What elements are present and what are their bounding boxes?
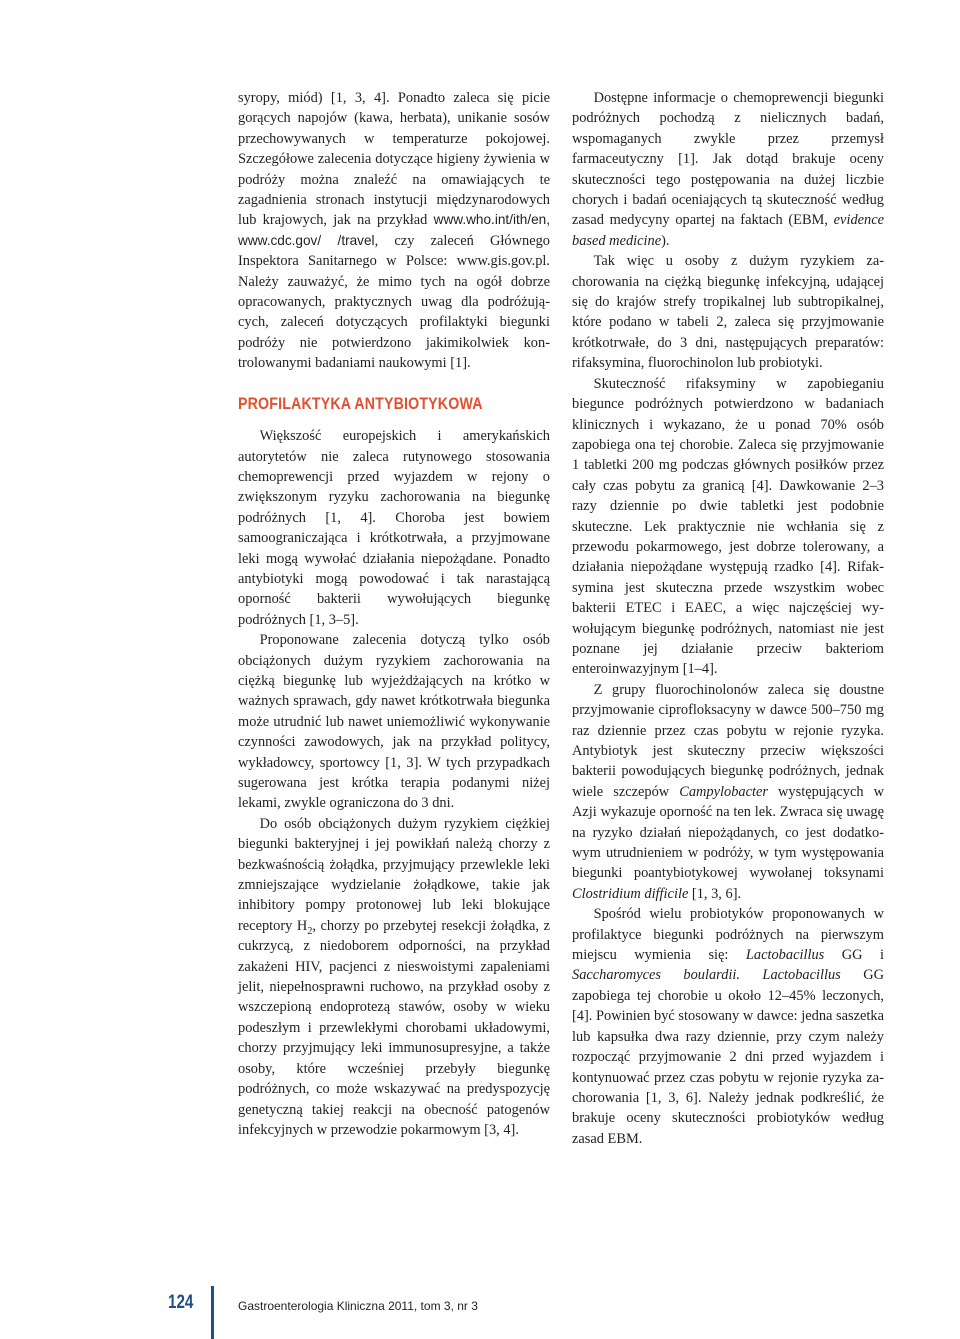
paragraph: Tak więc u osoby z dużym ryzykiem zachorowania na ciężką biegunkę infekcyjną, udającej się do krajów strefy tropikalnej lub subtropikalnej, które podano w tabeli 2, zaleca się przyjmowanie krótkotrwałe, do 3 dni, następujących preparatów: rifaksymina, fluorochinolon lub probiotyki.	[572, 253, 884, 372]
right-column	[572, 88, 884, 1149]
journal-citation: Gastroenterologia Kliniczna 2011, tom 3, nr 3	[238, 1299, 478, 1313]
paragraph: Spośród wielu probiotyków proponowanych w profilaktyce biegunki podróżnych na pierwszym miejscu wymienia się: Lactobacillus GG i Saccharomyces boulardii. Lactobacillus GG zapobiega tej chorobie u około 12–45% leczonych, [4]. Powinien być stosowany w dawce: jedna saszetka lub kapsułka dwa razy dziennie, przy czym należy rozpocząć przyjmowanie 2 dni przed wyjazdem i kontynuować przez czas pobytu w rejonie ryzyka zachorowania [1, 3, 6]. Należy jednak podkreślić, że brakuje oceny skuteczności probiotyków według zasad EBM.	[572, 906, 884, 1147]
footer-rule	[211, 1286, 214, 1339]
paragraph: Z grupy fluorochinolonów zaleca się doustne przyjmowanie ciprofloksacyny w dawce 500–750 mg raz dziennie przez czas pobytu w rejonie ryzyka. Antybiotyk jest skuteczny przeciw większości bakterii powodujących biegunkę podróżnych, jednak wiele szczepów Campylobacter występujących w Azji wykazuje oporność na ten lek. Zwraca się uwagę na ryzyko działań niepożądanych, co jest dodatkowym utrudnieniem w podróży, w tym występowania biegunki poantybiotykowej wywołanej toksynami Clostridium difficile [1, 3, 6].	[572, 681, 885, 902]
paragraph: syropy, miód) [1, 3, 4]. Ponadto zaleca się picie gorących napojów (kawa, herbata), unikanie sosów przechowywanych w temperaturze pokojowej. Szczegółowe zalecenia dotyczące higieny żywienia w podróży można znaleźć na omawiających te zagadnienia stronach instytucji międzynarodowych lub krajowych, jak na przykład www.who.int/ith/en, www.cdc.gov/ /travel, czy zaleceń Głównego Inspektora Sanitarnego w Polsce: www.gis.gov.pl. Należy zauważyć, że mimo tych na ogół dobrze opracowanych, praktycznych uwag dla podróżujących, zaleceń dotyczących profilaktyki biegunki podróży nie potwierdzono jakimikolwiek kontrolowanymi badaniami naukowymi [1].	[238, 90, 550, 372]
paragraph: Większość europejskich i amerykańskich autorytetów nie zaleca rutynowego stosowania chemoprewencji przed wyjazdem w rejony o zwiększonym ryzyku zachorowania na biegunkę podróżnych [1, 4]. Choroba jest bowiem samoograniczająca i krótkotrwała, a przyjmowane leki mogą wywołać działania niepożądane. Ponadto antybiotyki mogą powodować i tak narastającą oporność bakterii wywołujących biegunkę podróżnych [1, 3–5].	[238, 428, 550, 628]
url-text: www.who.int/ith/en, www.cdc.gov/ /travel	[238, 212, 550, 248]
section-heading: PROFILAKTYKA ANTYBIOTYKOWA	[238, 394, 483, 413]
left-column	[238, 88, 550, 1140]
paragraph: Do osób obciążonych dużym ryzykiem ciężkiej biegunki bakteryjnej i jej powikłań należą chorzy z bezkwaśnością żołądka, przyjmujący przewlekle leki zmniejszające wydzielanie żołądkowe, takie jak inhibitory pompy protonowej lub leki blokujące receptory $H_2$, chorzy po przebytej resekcji żołądka, z cukrzycą, z niedoborem odporności, na przykład zakażeni HIV, pacjenci z nieswoistymi zapaleniami jelit, niepełnosprawni ruchowo, na przykład osoby z wszczepioną endoprotezą stawów, osoby w wieku podeszłym i przewlekłymi chorobami układowymi, chorzy przyjmujący leki immunosupresyjne, a także osoby, które wcześniej przebyły biegunkę podróżnych, co może wskazywać na predyspozycję genetyczną takiej reakcji na obecność patogenów infekcyjnych w przewodzie pokarmowym [3, 4].	[238, 815, 550, 1138]
paragraph: Dostępne informacje o chemoprewencji biegunki podróżnych pochodzą z nielicznych badań, wspomaganych zwykle przez przemysł farmaceutyczny [1]. Jak dotąd brakuje oceny skuteczności tego postępowania na dużej liczbie chorych i badań oceniających tą skuteczność według zasad medycyny opartej na faktach (EBM, evidence based medicine).	[572, 90, 884, 249]
page-number: 124	[168, 1292, 194, 1313]
paragraph: Proponowane zalecenia dotyczą tylko osób obciążonych dużym ryzykiem zachorowania na ciężką biegunkę lub wyjeżdżających na krótko w ważnych sprawach, gdy nawet krótkotrwała biegunka może utrudnić lub nawet uniemożliwić wykonywanie czynności zawodowych, jak na przykład politycy, wykładowcy, sportowcy [1, 3]. W tych przypadkach sugerowana jest krótka terapia podanymi niżej lekami, zwykle ograniczona do 3 dni.	[238, 632, 550, 812]
paragraph: Skuteczność rifaksyminy w zapobieganiu biegunce podróżnych potwierdzono w badaniach klinicznych i wykazano, że u ponad 70% osób zapobiega ona tej chorobie. Zaleca się przyjmowanie 1 tabletki 200 mg podczas głównych posiłków przez cały czas pobytu za granicą [4]. Dawkowanie 2–3 razy dziennie po dwie tabletki jest podobnie skuteczne. Lek praktycznie nie wchłania się z przewodu pokarmowego, jest dobrze tolerowany, a działania niepożądane występują rzadko [4]. Rifaksymina jest skuteczna przede wszystkim wobec bakterii ETEC i EAEC, a więc najczęściej wywołującym biegunkę podróżnych, natomiast nie jest poznane jej działanie przeciw bakteriom enteroinwazyjnym [1–4].	[572, 375, 884, 678]
